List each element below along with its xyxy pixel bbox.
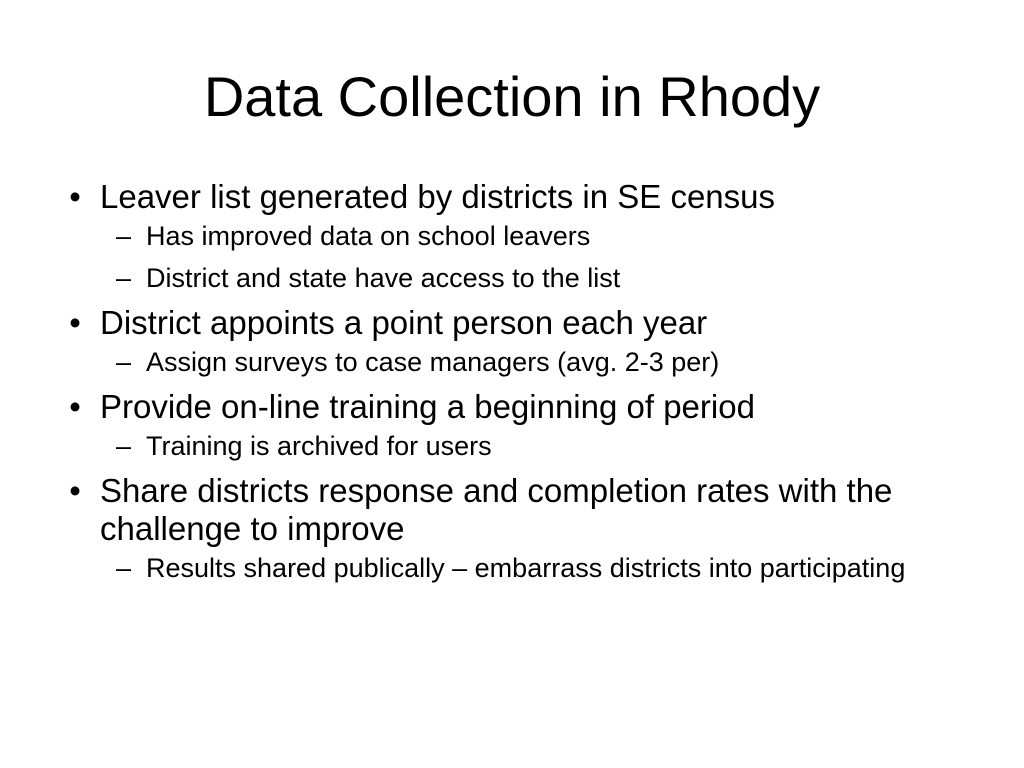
bullet-text: Share districts response and completion rates with the challenge to improve [100,472,893,547]
sub-bullet-list [100,552,960,584]
sub-bullet-text: Results shared publically – embarrass districts into participating [146,553,906,583]
dash-icon: – [116,263,132,293]
dash-icon: – [116,221,132,251]
sub-bullet-text: Training is archived for users [146,431,492,461]
bullet-item [60,388,960,462]
sub-bullet-item [100,220,960,252]
bullet-item [60,178,960,294]
sub-bullet-item [100,430,960,462]
bullet-dot-icon: • [69,388,81,425]
sub-bullet-list [100,430,960,462]
sub-bullet-item [100,552,960,584]
bullet-item [60,472,960,584]
sub-bullet-text: District and state have access to the list [146,263,621,293]
bullet-text: Leaver list generated by districts in SE census [100,178,776,215]
bullet-text: District appoints a point person each year [100,304,708,341]
bullet-item [60,304,960,378]
bullet-list [60,178,960,584]
sub-bullet-list [100,346,960,378]
sub-bullet-text: Has improved data on school leavers [146,221,591,251]
sub-bullet-text: Assign surveys to case managers (avg. 2-3 per) [146,347,720,377]
sub-bullet-list [100,220,960,294]
dash-icon: – [116,431,132,461]
bullet-dot-icon: • [69,472,81,509]
bullet-dot-icon: • [69,304,81,341]
sub-bullet-item [100,262,960,294]
dash-icon: – [116,347,132,377]
dash-icon: – [116,553,132,583]
bullet-dot-icon: • [69,178,81,215]
sub-bullet-item [100,346,960,378]
bullet-text: Provide on-line training a beginning of period [100,388,755,425]
slide-title: Data Collection in Rhody [203,65,821,128]
